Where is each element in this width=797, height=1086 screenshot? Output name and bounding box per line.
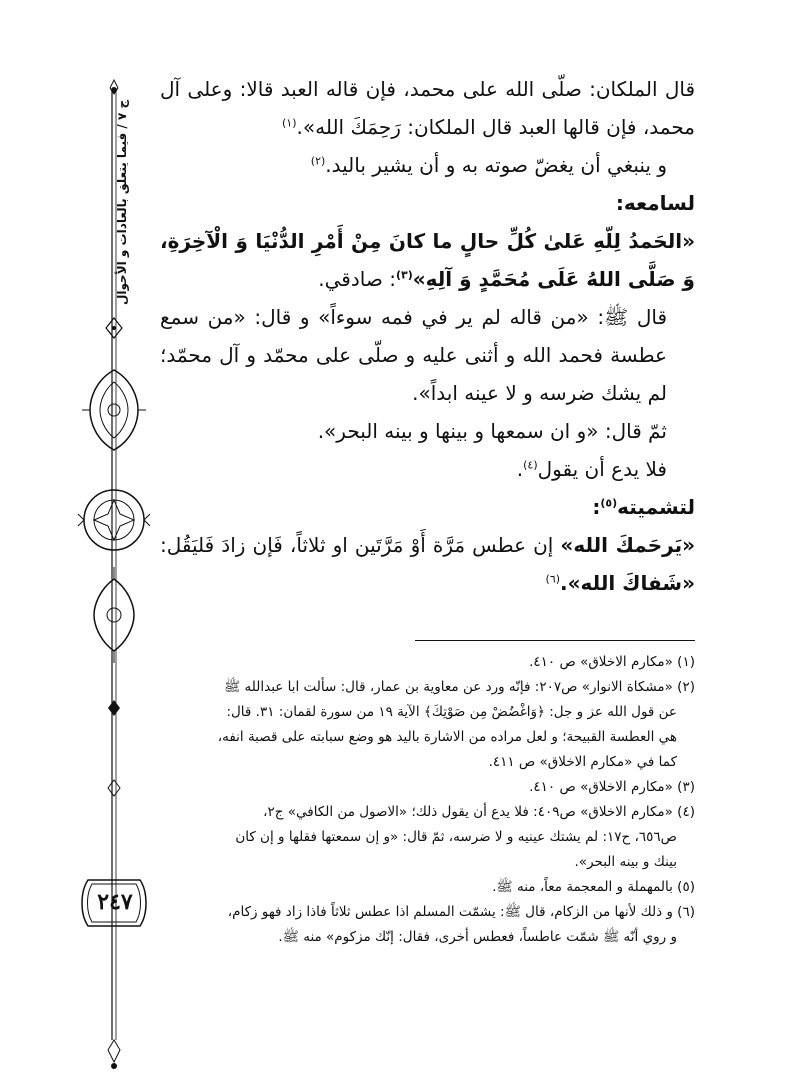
paragraph-not-neglect: فلا يدع أن يقول$^{(٤)}$. [516, 457, 667, 481]
decorative-margin [0, 0, 150, 1082]
footnote-5: (٥) بالمهملة و المعجمة معاً، منه ﷺ. [492, 879, 695, 895]
footnote-4: (٤) «مكارم الاخلاق» ص٤٠٩: فلا يدع أن يقول ذلك؛ «الاصول من الكافي» ج٢، [263, 804, 695, 820]
footnote-ref-3: (٣) [395, 268, 413, 282]
paragraph-angels: قال الملكان: صلّى الله على محمد، فإن قاله العبد قالا: وعلى آل محمد، فإن قالها العبد قال الملكان: رَحِمَكَ الله».$^{(١)}$ [160, 77, 695, 139]
page-number-frame [84, 878, 146, 926]
footnote-divider [415, 640, 695, 641]
footnote-6: (٦) و ذلك لأنها من الزكام، قال ﷺ: يشمّت المسلم اذا عطس ثلاثاً فاذا زاد فهو زكام، [227, 904, 695, 920]
paragraph-sea: ثمّ قال: «و ان سمعها و بينها و بينه البحر». [317, 419, 667, 443]
heading-tashmit: لتشميته$^{(٥)}$: [592, 495, 695, 519]
footnote-ref-5: (٥) [600, 496, 618, 510]
footnote-4-cont: بينك و بينه البحر». [574, 854, 677, 870]
footnote-ref-4: (٤) [523, 458, 538, 472]
footnote-2-cont: هي العطسة القبيحة؛ و لعل مراده من الاشارة باليد هو وضع سبابته على قصبة انفه، [217, 729, 677, 745]
paragraph-yarhamuk: «يَرحَمكَ الله» إن عطس مَرَّة أَوْ مَرَّتَين او ثلاثاً، فَإن زادَ فَليَقُل: «شَفاكَ الله».$^{(٦)}$ [160, 533, 696, 595]
page-number: ٢٤٧ [97, 889, 133, 915]
paragraph-hadith: قال ﷺ: «من قاله لم ير في فمه سوءاً» و قال: «من سمع عطسة فحمد الله و أثنى عليه و صلّى على محمّد و آل محمّد؛ لم يشك ضرسه و لا عينه ابداً». [160, 305, 667, 405]
footnote-ref-1: (١) [281, 116, 297, 130]
footnotes [160, 650, 695, 950]
running-title: ج ٧ / فيما يتعلق بالعادات و الأحوال [115, 99, 129, 305]
footnote-6-cont: و روي أنّه ﷺ شمّت عاطساً، فعطس أخرى، فقال: إنّك مزكوم» منه ﷺ. [278, 929, 677, 945]
heading-listener: لسامعه: [615, 191, 695, 215]
footnote-ref-2: (٢) [310, 154, 326, 168]
paragraph-lower-voice: و ينبغي أن يغضّ صوته به و أن يشير باليد.$^{(٢)}$ [310, 153, 667, 177]
footnote-3: (٣) «مكارم الاخلاق» ص ٤١٠. [529, 779, 695, 795]
footnote-ref-6: (٦) [545, 572, 561, 586]
footnote-2: (٢) «مشكاة الانوار» ص٢٠٧: فإنّه ورد عن معاوية بن عمار، قال: سألت ابا عبدالله ﷺ [223, 679, 695, 695]
footnote-1: (١) «مكارم الاخلاق» ص ٤١٠. [529, 654, 695, 670]
footnote-2-cont: عن قول الله عز و جل: ﴿وَاغْضُضْ مِن صَوْتِكَ﴾ الآية ١٩ من سورة لقمان: ٣١. قال: [226, 704, 677, 720]
main-text [160, 70, 695, 602]
footnote-4-cont: ص٦٥٦، ح١٧: لم يشتك عينيه و لا ضرسه، ثمّ قال: «و إن سمعتها فقلها و إن كان [235, 829, 677, 845]
footnote-2-cont: كما في «مكارم الاخلاق» ص ٤١١. [488, 754, 677, 770]
dua-hamd: «الحَمدُ لِلّهِ عَلىٰ كُلِّ حالٍ ما كانَ مِنْ أَمْرِ الدُّنْيَا وَ الْآخِرَةِ، وَ صَلَّى اللهُ عَلَى مُحَمَّدٍ وَ آلِهِ»$^{(٣)}$: صادقي. [160, 229, 695, 291]
